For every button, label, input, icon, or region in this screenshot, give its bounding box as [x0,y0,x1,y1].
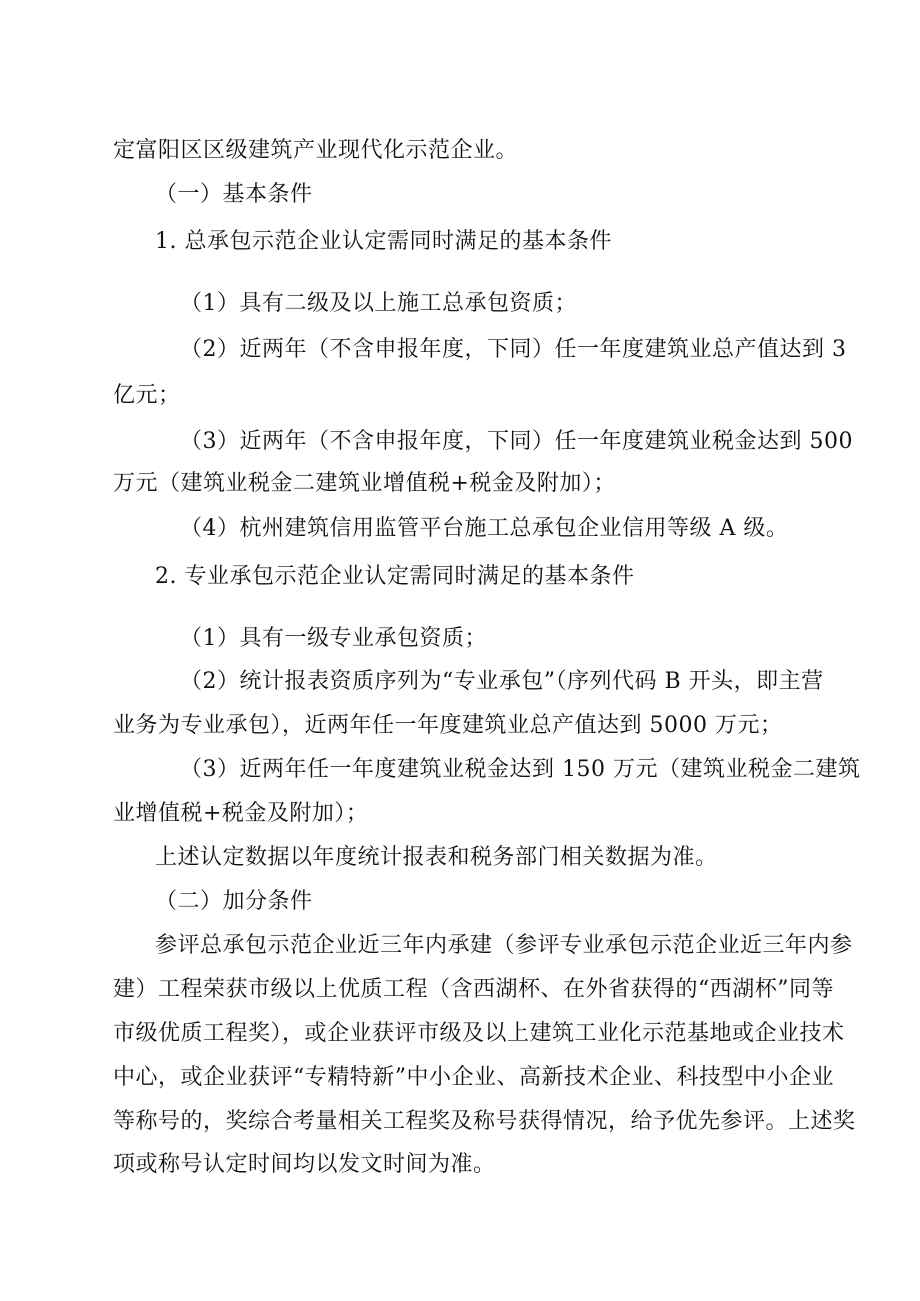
general-item-3-line-1: （3）近两年（不含申报年度，下同）任一年度建筑业税金达到 500 [180,429,853,454]
general-item-4: （4）杭州建筑信用监管平台施工总承包企业信用等级 A 级。 [180,516,789,541]
bonus-paragraph-line-2: 建）工程荣获市级以上优质工程（含西湖杯、在外省获得的“西湖杯”同等 [113,977,834,1002]
bonus-paragraph-line-3: 市级优质工程奖），或企业获评市级及以上建筑工业化示范基地或企业技术 [113,1021,845,1046]
bonus-paragraph-line-5: 等称号的，奖综合考量相关工程奖及称号获得情况，给予优先参评。上述奖 [113,1109,856,1134]
section-heading-basic: （一）基本条件 [155,182,313,207]
subsection-title-specialty-contracting: 2. 专业承包示范企业认定需同时满足的基本条件 [155,564,635,589]
specialty-item-1: （1）具有一级专业承包资质； [180,626,487,651]
specialty-item-3-line-2: 业增值税+税金及附加）； [113,801,369,826]
bonus-paragraph-line-6: 项或称号认定时间均以发文时间为准。 [113,1152,496,1177]
general-item-1: （1）具有二级及以上施工总承包资质； [180,291,577,316]
general-item-3-line-2: 万元（建筑业税金二建筑业增值税+税金及附加）； [113,471,616,496]
subsection-title-general-contracting: 1. 总承包示范企业认定需同时满足的基本条件 [155,229,612,254]
specialty-item-3-line-1: （3）近两年任一年度建筑业税金达到 150 万元（建筑业税金二建筑 [180,757,861,782]
data-source-note: 上述认定数据以年度统计报表和税务部门相关数据为准。 [155,845,718,870]
section-heading-bonus: （二）加分条件 [155,889,313,914]
specialty-item-2-line-2: 业务为专业承包），近两年任一年度建筑业总产值达到 5000 万元； [113,713,783,738]
bonus-paragraph-line-1: 参评总承包示范企业近三年内承建（参评专业承包示范企业近三年内参 [155,933,853,958]
bonus-paragraph-line-4: 中心，或企业获评“专精特新”中小企业、高新技术企业、科技型中小企业 [113,1065,834,1090]
general-item-2-line-1: （2）近两年（不含申报年度，下同）任一年度建筑业总产值达到 3 [180,337,847,362]
intro-paragraph-end: 定富阳区区级建筑产业现代化示范企业。 [113,138,519,163]
general-item-2-line-2: 亿元； [113,383,181,408]
specialty-item-2-line-1: （2）统计报表资质序列为“专业承包”（序列代码 B 开头，即主营 [180,669,824,694]
